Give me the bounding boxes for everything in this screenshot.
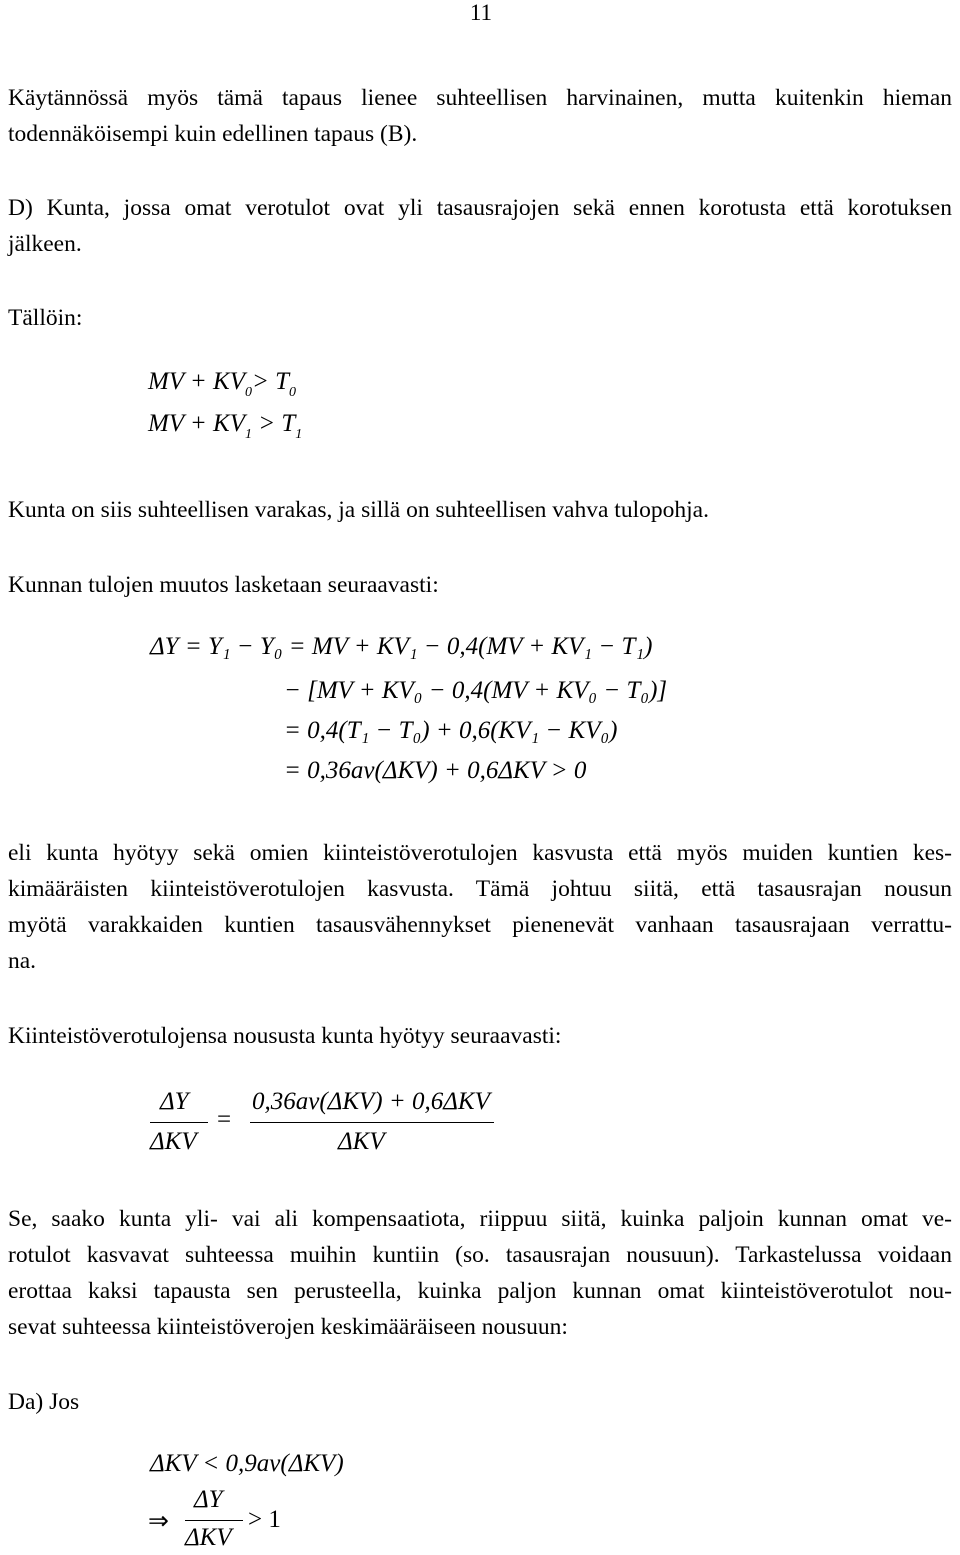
equation-3-line-1: ΔKV < 0,9av(ΔKV)	[150, 1450, 344, 1477]
equation-1-line-3: = 0,4(T₁ − T₀) + 0,6(KV₁ − KV₀)	[284, 717, 618, 744]
paragraph-7-line-1: Se, saako kunta yli- vai ali kompensaatiota, riippuu siitä, kuinka paljoin kunnan omat ve-	[8, 1206, 952, 1232]
equation-1-line-4: = 0,36av(ΔKV) + 0,6ΔKV > 0	[284, 757, 587, 784]
equation-3-fraction-bar	[185, 1520, 243, 1521]
paragraph-4: Kunnan tulojen muutos lasketaan seuraavasti:	[8, 572, 439, 598]
paragraph-5-line-1: eli kunta hyötyy sekä omien kiinteistöverotulojen kasvusta että myös muiden kuntien kes-	[8, 840, 952, 866]
equation-3-relation: > 1	[248, 1506, 281, 1533]
inequality-2: MV + $KV_1 > T_1$	[148, 410, 303, 442]
paragraph-6: Kiinteistöverotulojensa noususta kunta hyötyy seuraavasti:	[8, 1023, 562, 1049]
equation-2-rhs-fraction-bar	[250, 1122, 494, 1123]
paragraph-2-line-2: jälkeen.	[8, 231, 82, 257]
paragraph-7-line-3: erottaa kaksi tapausta sen perusteella, kuinka paljon kunnan omat kiinteistöverotulot nou-	[8, 1278, 952, 1304]
paragraph-1-line-2: todennäköisempi kuin edellinen tapaus (B).	[8, 121, 418, 147]
case-da-label: Da) Jos	[8, 1389, 80, 1415]
equation-2-rhs-denominator: ΔKV	[338, 1128, 385, 1155]
equation-2-rhs-numerator: 0,36av(ΔKV) + 0,6ΔKV	[252, 1088, 490, 1115]
paragraph-7-line-2: rotulot kasvavat suhteessa muihin kuntiin (so. tasausrajan nousuun). Tarkastelussa voidaan	[8, 1242, 952, 1268]
paragraph-5-line-4: na.	[8, 948, 37, 974]
implies-arrow-icon: ⇒	[148, 1508, 169, 1535]
paragraph-3: Kunta on siis suhteellisen varakas, ja sillä on suhteellisen vahva tulopohja.	[8, 497, 709, 523]
equation-3-numerator: ΔY	[194, 1486, 223, 1513]
equation-3-denominator: ΔKV	[185, 1524, 232, 1551]
page-number: 11	[469, 0, 492, 25]
paragraph-5-line-3: myötä varakkaiden kuntien tasausvähennykset pienenevät vanhaan tasausrajaan verrattu-	[8, 912, 952, 938]
equation-1-line-2: − [MV + KV₀ − 0,4(MV + KV₀ − T₀)]	[284, 677, 668, 704]
label-tallon: Tällöin:	[8, 305, 83, 331]
paragraph-7-line-4: sevat suhteessa kiinteistöverojen keskimääräiseen nousuun:	[8, 1314, 568, 1340]
equation-2-lhs-numerator: ΔY	[160, 1088, 189, 1115]
equation-2-lhs-fraction-bar	[150, 1122, 208, 1123]
paragraph-2-line-1: D) Kunta, jossa omat verotulot ovat yli tasausrajojen sekä ennen korotusta että korotuksen	[8, 195, 952, 221]
inequality-1: MV + $KV_0> T_0$	[148, 368, 296, 400]
paragraph-1-line-1: Käytännössä myös tämä tapaus lienee suhteellisen harvinainen, mutta kuitenkin hieman	[8, 85, 952, 111]
equation-1-line-1: ΔY = Y₁ − Y₀ = MV + KV₁ − 0,4(MV + KV₁ − T₁)	[150, 633, 653, 660]
paragraph-5-line-2: kimääräisten kiinteistöverotulojen kasvusta. Tämä johtuu siitä, että tasausrajan nousun	[8, 876, 952, 902]
equation-2-lhs-denominator: ΔKV	[150, 1128, 197, 1155]
equation-2-equals: =	[217, 1106, 232, 1133]
